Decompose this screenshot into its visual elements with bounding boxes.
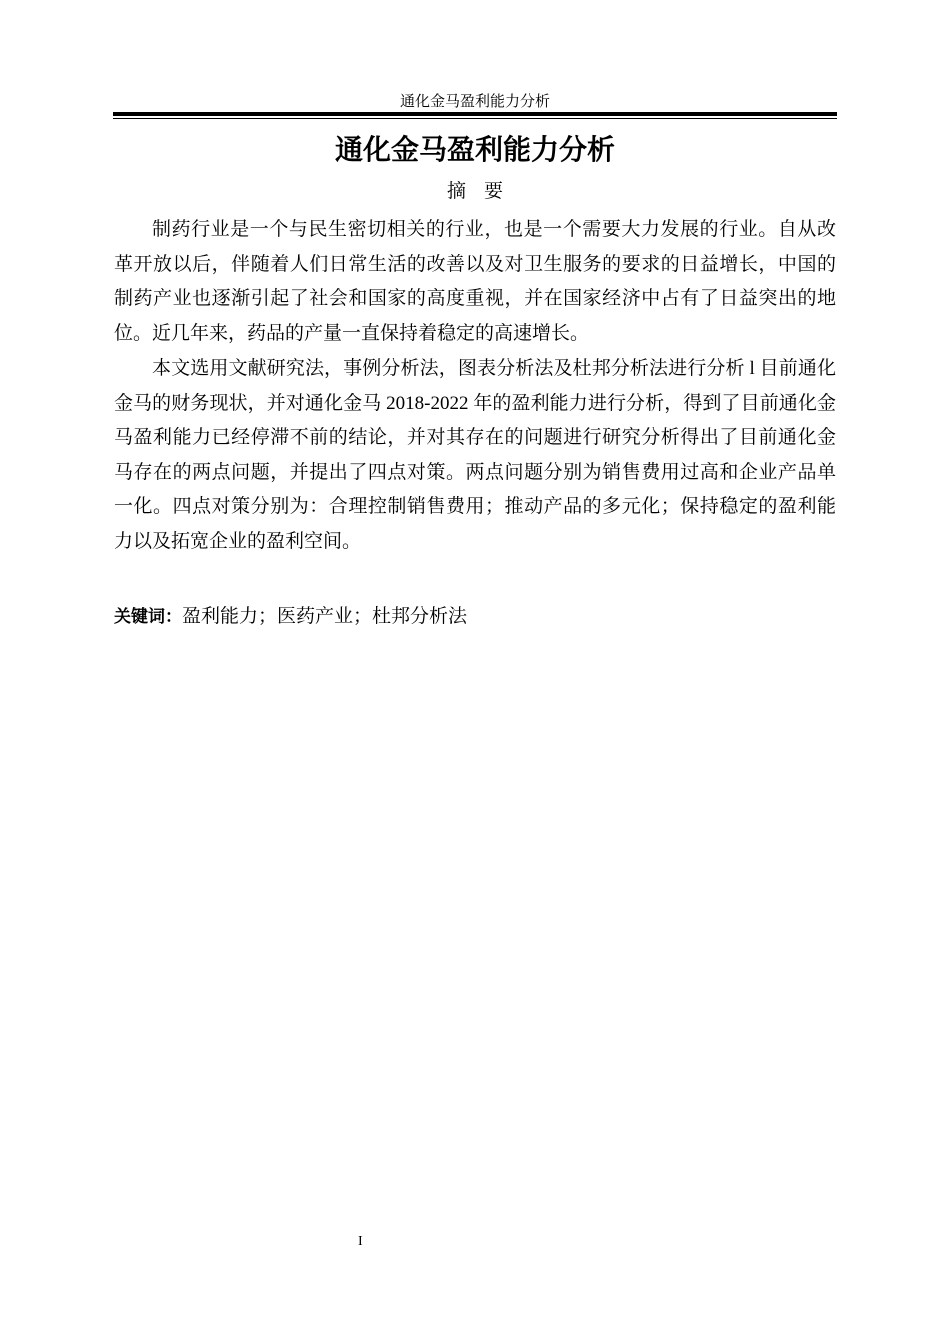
abstract-paragraph-1 xyxy=(114,213,836,351)
page-number: I xyxy=(358,1234,363,1249)
text-line: 革开放以后，伴随着人们日常生活的改善以及对卫生服务的要求的日益增长，中国的 xyxy=(114,253,836,275)
keywords xyxy=(114,602,467,632)
text-line: 制药行业是一个与民生密切相关的行业，也是一个需要大力发展的行业。自从改 xyxy=(152,219,836,240)
text-line: 制药产业也逐渐引起了社会和国家的高度重视，并在国家经济中占有了日益突出的地 xyxy=(114,288,836,310)
abstract-paragraph-2 xyxy=(114,352,836,560)
text-line: 一化。四点对策分别为：合理控制销售费用；推动产品的多元化；保持稳定的盈利能 xyxy=(114,496,836,518)
text-line: 位。近几年来，药品的产量一直保持着稳定的高速增长。 xyxy=(114,322,590,344)
header-rule-thin xyxy=(113,118,837,119)
header-rule-thick xyxy=(113,112,837,116)
text-line: 马存在的两点问题，并提出了四点对策。两点问题分别为销售费用过高和企业产品单 xyxy=(114,461,836,483)
text-line: 力以及拓宽企业的盈利空间。 xyxy=(114,530,362,552)
running-header: 通化金马盈利能力分析 xyxy=(399,94,550,110)
keywords-value: 盈利能力；医药产业；杜邦分析法 xyxy=(182,606,468,627)
text-line: 金马的财务现状，并对通化金马 2018-2022 年的盈利能力进行分析，得到了目前通化金 xyxy=(114,392,836,414)
abstract-heading: 摘要 xyxy=(446,181,521,202)
keywords-label: 关键词： xyxy=(114,607,182,627)
text-line: 本文选用文献研究法，事例分析法，图表分析法及杜邦分析法进行分析 l 目前通化 xyxy=(152,358,836,379)
document-title: 通化金马盈利能力分析 xyxy=(334,133,615,166)
text-line: 马盈利能力已经停滞不前的结论，并对其存在的问题进行研究分析得出了目前通化金 xyxy=(114,427,836,449)
